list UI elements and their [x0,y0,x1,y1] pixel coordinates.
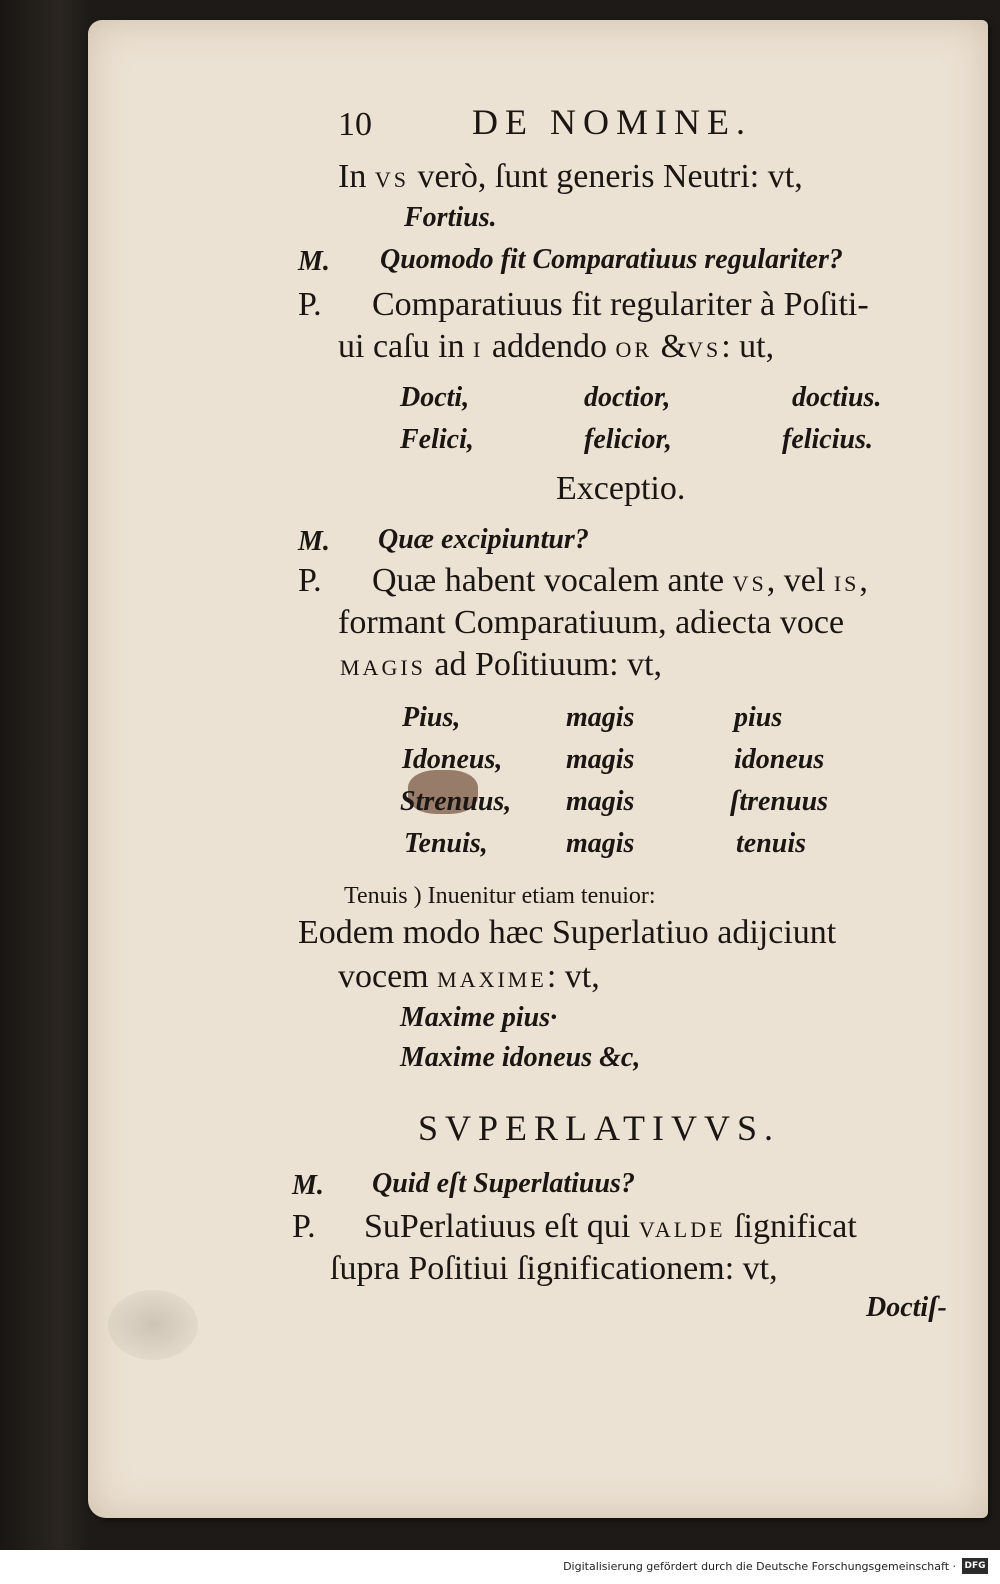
example-word: magis [566,702,635,733]
example-word: Maxime pius· [400,1002,558,1033]
note-text: Tenuis ) Inuenitur etiam tenuior: [344,883,656,909]
body-text: Eodem modo hæc Superlatiuo adijciunt [298,914,837,951]
question-text: Quæ excipiuntur? [378,524,589,555]
example-word: ſtrenuus [730,786,829,817]
speaker-label: M. [298,526,330,557]
speaker-label: M. [292,1170,324,1201]
example-word: magis [566,828,635,859]
answer-text: SuPerlatiuus eſt qui VALDE ſignificat [364,1208,857,1245]
speaker-label: M. [298,246,330,277]
catchword: Doctiſ- [866,1292,947,1323]
example-word: doctior, [584,382,671,413]
question-text: Quomodo fit Comparatiuus regulariter? [380,244,843,275]
speaker-label: P. [298,562,322,599]
example-word: felicius. [782,424,873,455]
example-word: Tenuis, [404,828,488,859]
example-word: felicior, [584,424,672,455]
page-number: 10 [338,106,372,143]
answer-text: Quæ habent vocalem ante VS, vel IS, [372,562,868,599]
example-word: Felici, [400,424,474,455]
text-line: In VS verò, ſunt generis Neutri: vt, [338,158,803,195]
example-word: magis [566,786,635,817]
example-word: Idoneus, [402,744,503,775]
question-text: Quid eſt Superlatiuus? [372,1168,635,1199]
example-word: pius [734,702,783,733]
speaker-label: P. [292,1208,316,1245]
example-word: magis [566,744,635,775]
answer-text: ſupra Poſitiui ſignificationem: vt, [330,1250,778,1287]
example-word: Strenuus, [400,786,512,817]
example-word: Pius, [402,702,461,733]
running-head: DE NOMINE. [472,102,752,142]
body-text: vocem MAXIME: vt, [338,958,600,995]
example-word: Docti, [400,382,470,413]
answer-text: formant Comparatiuum, adiecta voce [338,604,845,641]
digitization-footer [0,1550,1000,1584]
footer-credit: Digitalisierung gefördert durch die Deutsche Forschungsgemeinschaft · [563,1560,956,1573]
example-word: tenuis [736,828,807,859]
example-word: Maxime idoneus &c, [400,1042,641,1073]
subheading: Exceptio. [556,470,686,507]
answer-text: Comparatiuus fit regulariter à Poſiti- [372,286,869,323]
dfg-logo: DFG [962,1558,988,1574]
text-line: Fortius. [404,202,497,233]
example-word: doctius. [792,382,882,413]
answer-text: ui caſu in I addendo OR &VS: ut, [338,328,775,365]
page-stain [108,1290,198,1360]
example-word: idoneus [734,744,825,775]
speaker-label: P. [298,286,322,323]
section-heading: SVPERLATIVVS. [418,1108,781,1148]
answer-text: MAGIS ad Poſitiuum: vt, [340,646,663,683]
